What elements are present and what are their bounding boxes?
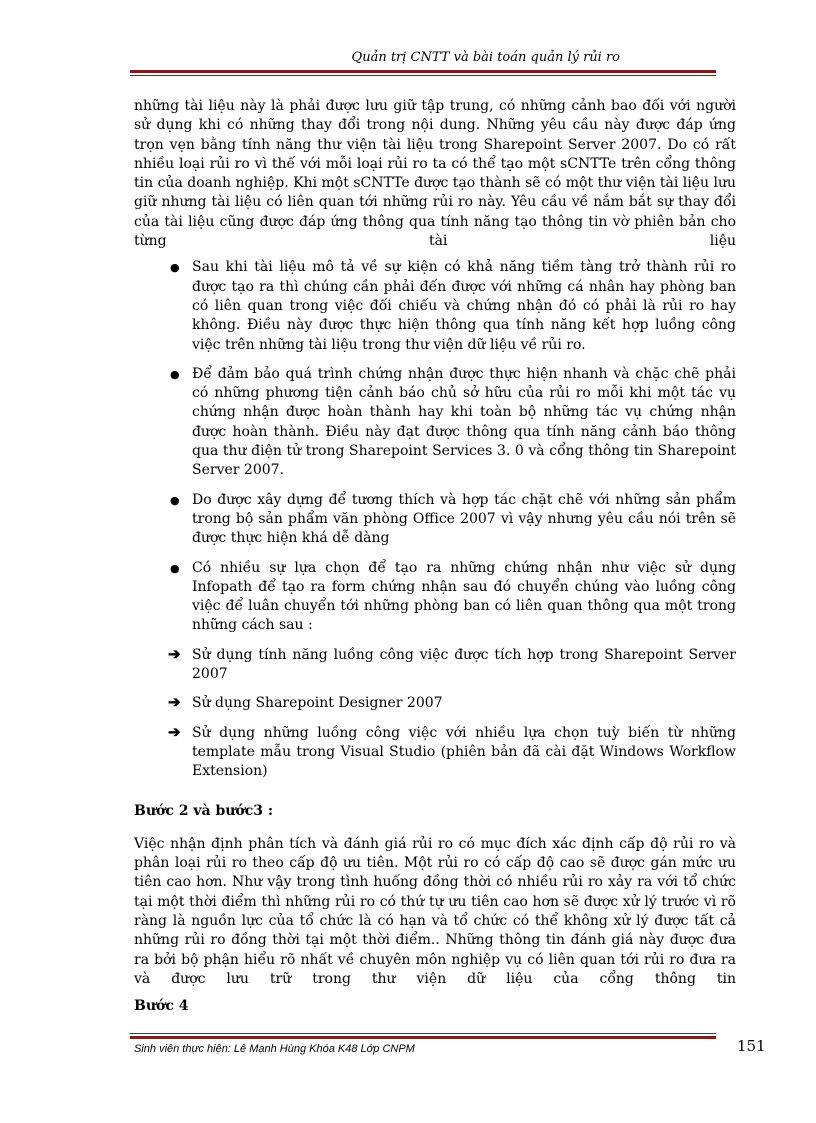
arrow-text: Sử dụng những luồng công việc với nhiều lựa chọn tuỳ biến từ những template mẫu trong Visual Studio (phiên bản đã cài đặt Windows Workflow Extension) xyxy=(192,724,736,780)
footer-rule xyxy=(130,1033,716,1039)
bullet-dot-icon: ● xyxy=(170,493,180,507)
intro-paragraph: những tài liệu này là phải được lưu giữ tập trung, có những cảnh bao đối với người sử dụng khi có những thay đổi trong nội dung. Những yêu cầu này được đáp ứng trọn vẹn bằng tính năng thư viện tài liệu trong Sharepoint Server 2007. Do có rất nhiều loại rủi ro vì thế với mỗi loại rủi ro ta có thể tạo một sCNTTe trên cổng thông tin của doanh nghiệp. Khi một sCNTTe được tạo thành sẽ có một thư viện tài liệu lưu giữ nhưng tài liệu có liên quan tới những rủi ro này. Yêu cầu về nắm bắt sự thay đổi của tài liệu cũng được đáp ứng thông qua tính năng tạo thông tin vờ phiên bản cho từng tài liệu xyxy=(134,98,736,250)
bullet-item xyxy=(134,559,736,636)
bullet-dot-icon: ● xyxy=(170,561,180,575)
header-rule xyxy=(130,70,716,76)
running-header-title: Quản trị CNTT và bài toán quản lý rủi ro xyxy=(351,50,620,65)
bullet-text: Do được xây dựng để tương thích và hợp tác chặt chẽ với những sản phẩm trong bộ sản phẩm văn phòng Office 2007 vì vậy nhưng yêu cầu nói trên sẽ được thực hiện khá dễ dàng xyxy=(192,491,736,547)
bullet-list xyxy=(134,258,736,635)
arrow-item xyxy=(134,694,736,713)
bullet-text: Sau khi tài liệu mô tả về sự kiện có khả năng tiềm tàng trở thành rủi ro được tạo ra thì chúng cần phải đến được với những cá nhân hay phòng ban có liên quan trong việc đối chiếu và chứng nhận đó có phải là rủi ro hay không. Điều này được thực hiện thông qua tính năng kết hợp luồng công việc trên những tài liệu trong thư viện dữ liệu về rủi ro. xyxy=(192,259,736,353)
arrow-item xyxy=(134,646,736,685)
bullet-item xyxy=(134,491,736,549)
section-paragraph-step-2-3: Việc nhận định phân tích và đánh giá rủi ro có mục đích xác định cấp độ rủi ro và phân loại rủi ro theo cấp độ ưu tiên. Một rủi ro có cấp độ cao sẽ được gán mức ưu tiên cao hơn. Như vậy trong tình huống đồng thời có nhiều rủi ro xảy ra với tổ chức tại một thời điểm thì những rủi ro có thứ tự ưu tiên cao hơn sẽ được xử lý trước vì rõ ràng là nguồn lực của tổ chức là có hạn và tổ chức có thể không xử lý được tất cả những rủi ro đồng thời tại một thời điểm.. Những thông tin đánh giá này được đưa ra bởi bộ phận hiểu rõ nhất về chuyên môn nghiệp vụ có liên quan tới rủi ro đưa ra và được lưu trữ trong thư viện dữ liệu của cổng thông tin xyxy=(134,835,736,987)
section-heading-step-2-3: Bước 2 và bước3 : xyxy=(134,802,274,819)
arrow-right-icon: ➔ xyxy=(168,693,181,712)
section-heading-step-4: Bước 4 xyxy=(134,998,189,1015)
arrow-right-icon: ➔ xyxy=(168,722,181,741)
bullet-item xyxy=(134,365,736,481)
arrow-text: Sử dụng Sharepoint Designer 2007 xyxy=(192,695,443,712)
bullet-text: Để đảm bảo quá trình chứng nhận được thực hiện nhanh và chặc chẽ phải có những phương tiện cảnh báo chủ sở hữu của rủi ro mỗi khi một tác vụ chứng nhận được hoàn thành hay khi toàn bộ những tác vụ chứng nhận được hoàn thành. Điều này đạt được thông qua tính năng cảnh báo thông qua thư điện tử trong Sharepoint Services 3. 0 và cổng thông tin Sharepoint Server 2007. xyxy=(192,365,736,479)
bullet-dot-icon: ● xyxy=(170,367,180,381)
footer-author: Sinh viên thực hiện: Lê Mạnh Hùng Khóa K48 Lớp CNPM xyxy=(134,1043,415,1055)
bullet-item xyxy=(134,258,736,354)
arrow-text: Sử dụng tính năng luồng công việc được tích hợp trong Sharepoint Server 2007 xyxy=(192,646,736,683)
bullet-dot-icon: ● xyxy=(170,261,180,275)
page-number: 151 xyxy=(737,1037,766,1055)
arrow-right-icon: ➔ xyxy=(168,644,181,663)
page-body xyxy=(134,97,736,1016)
arrow-item xyxy=(134,724,736,782)
bullet-text: Có nhiều sự lựa chọn để tạo ra những chứng nhận như việc sử dụng Infopath để tạo ra form chứng nhận sau đó chuyển chúng vào luồng công việc để luân chuyển tới những phòng ban có liên quan thông qua một trong những cách sau : xyxy=(192,559,736,634)
arrow-list xyxy=(134,646,736,782)
